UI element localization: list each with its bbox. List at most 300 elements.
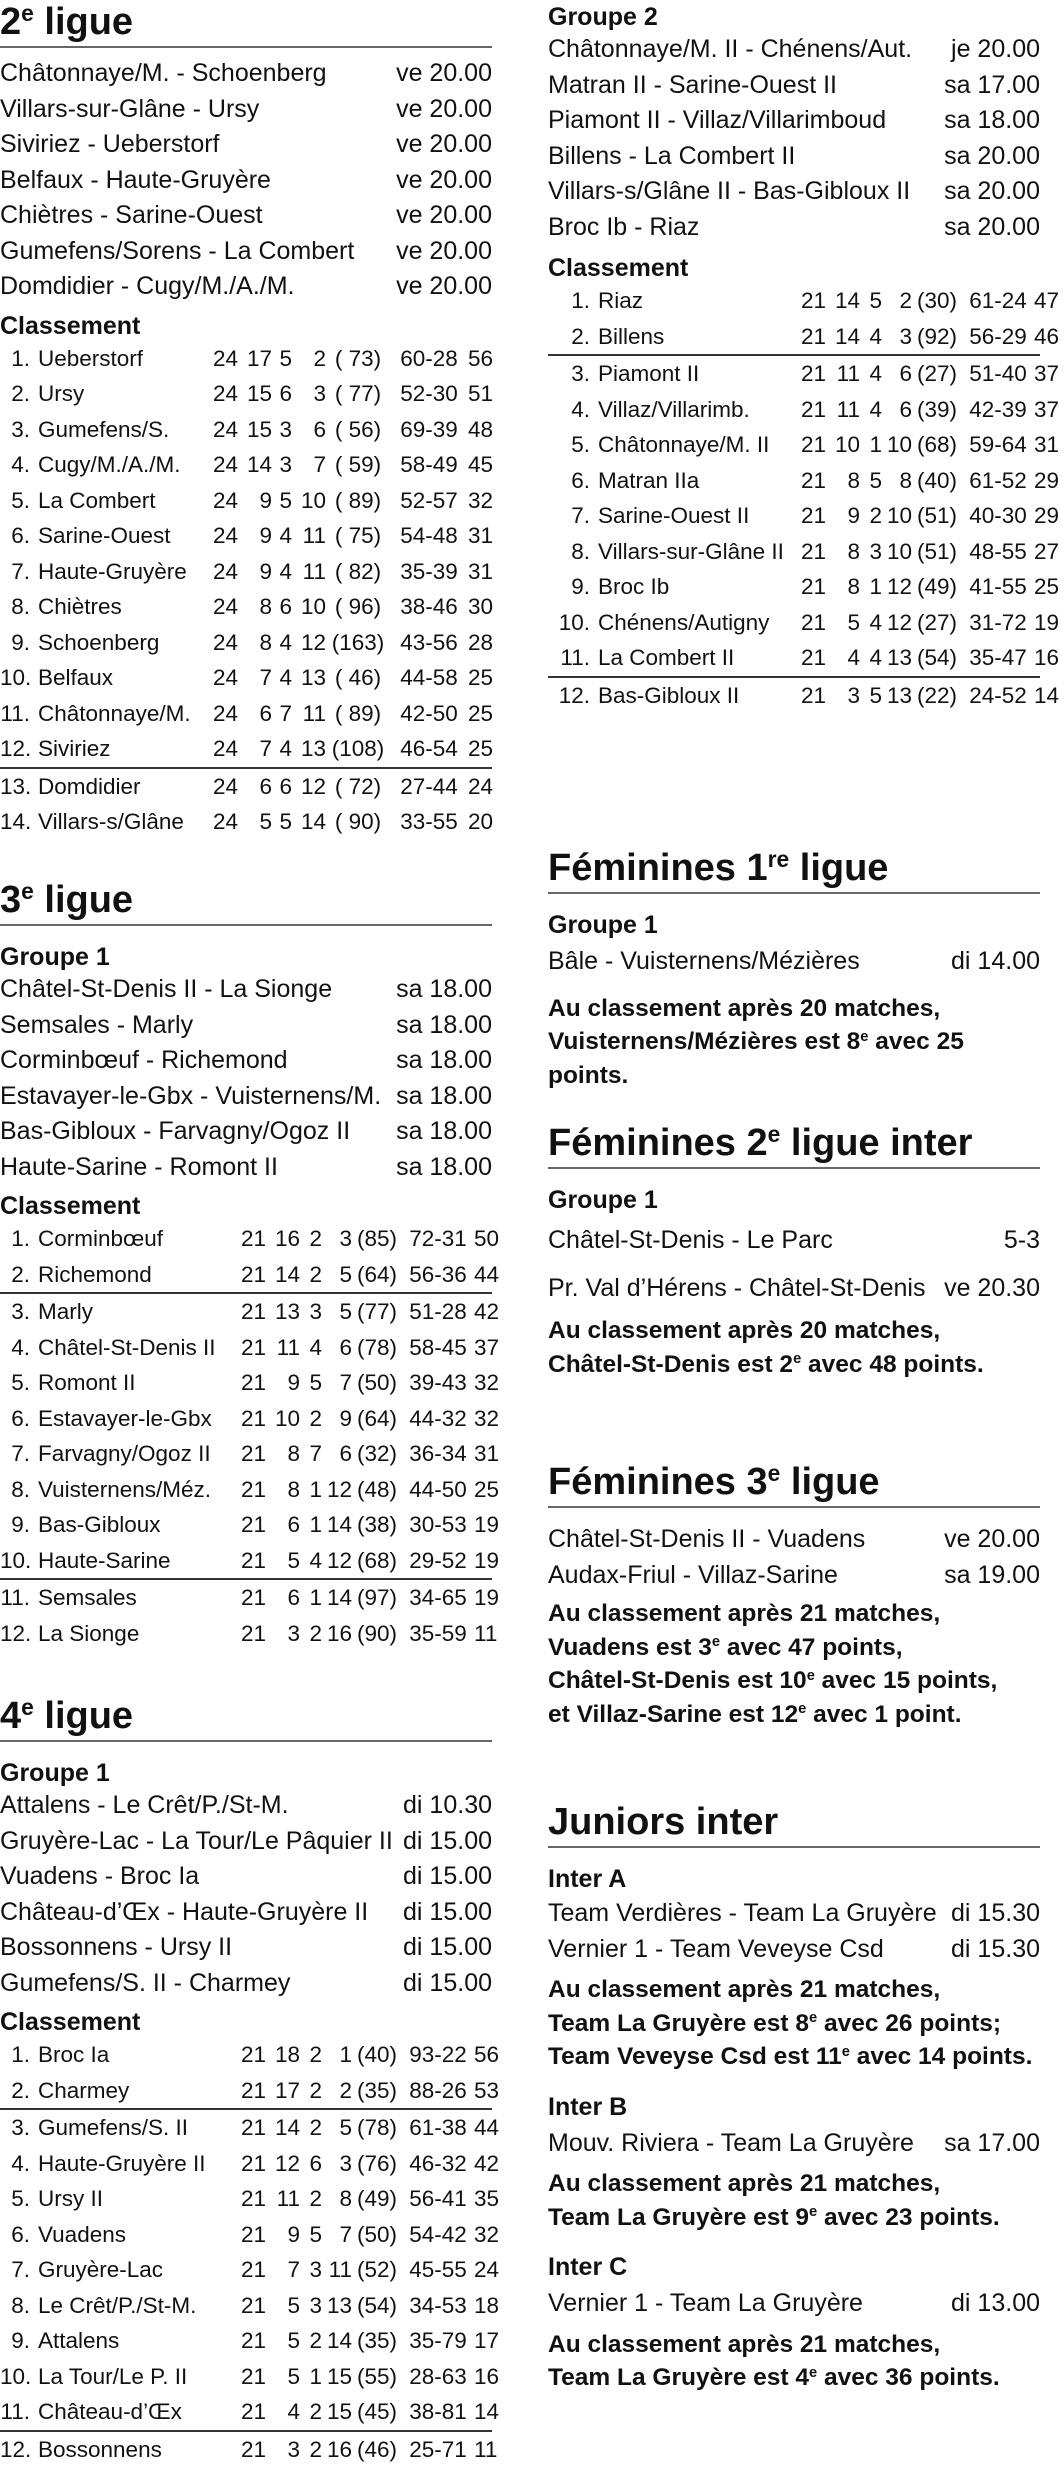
match-list [0,56,492,305]
cell-team: Bas-Gibloux II [598,682,740,708]
cell-j: 21 [800,538,826,564]
group-label: Groupe 1 [0,943,110,971]
cell-v: 5 [287,2328,300,2353]
match-teams: Bas-Gibloux - Farvagny/Ogoz II [0,1117,351,1145]
match-line [548,174,1040,210]
match-line [0,972,492,1008]
cell-v: 7 [287,2257,300,2282]
match-time: di 15.30 [951,1934,1040,1963]
match-teams: Bossonnens - Ursy II [0,1933,233,1961]
match-time: di 15.00 [403,1968,492,1997]
cell-n: 6 [279,773,292,799]
cell-v: 5 [847,609,860,635]
cell-pen: ( 89) [334,487,382,513]
group-label: Groupe 2 [548,3,658,31]
cell-j: 21 [240,1299,266,1324]
cell-pen: (68) [356,1547,397,1573]
cell-v: 14 [834,288,860,313]
cell-team: Romont II [38,1370,136,1395]
match-time: di 13.00 [951,2289,1040,2317]
cell-j: 24 [212,629,238,655]
cell-goals: 38-46 [400,594,458,619]
cell-team: Villars-s/Glâne [38,809,184,834]
cell-team: Riaz [598,288,644,313]
cell-n: 1 [869,432,882,457]
cell-d: 7 [313,452,326,477]
table-row [0,2394,500,2432]
cell-d: 10 [886,503,912,528]
cell-d: 3 [313,381,326,406]
cell-pos: 8. [571,538,590,564]
cell-pen: ( 96) [334,594,382,619]
table-row [0,660,492,696]
classement-label: Classement [548,254,689,282]
match-list [548,1896,1040,1967]
cell-goals: 25-71 [409,2436,467,2462]
cell-d: 13 [886,682,912,708]
match-time: sa 17.00 [944,70,1040,99]
cell-v: 8 [287,1441,300,1466]
cell-team: Châtonnaye/M. [38,700,191,726]
cell-d: 7 [339,2221,352,2247]
cell-v: 8 [847,538,860,564]
table-row [0,2146,500,2182]
section-juniors-inter [548,1800,1040,2395]
cell-team: Le Crêt/P./St-M. [38,2292,197,2318]
cell-j: 24 [212,452,238,477]
match-teams: Châtonnaye/M. II - Chénens/Aut. [548,35,913,63]
cell-d: 5 [339,2115,352,2140]
cell-n: 4 [309,1334,322,1360]
cell-v: 8 [259,594,272,619]
ranking-table [0,2037,500,2467]
cell-v: 18 [274,2042,300,2067]
section-4e-ligue [0,1694,500,2467]
cell-pen: (51) [916,538,957,564]
cell-pos: 4. [11,452,30,477]
table-row [0,1580,500,1616]
section-title: Féminines 1re ligue [548,846,1040,894]
cell-j: 21 [240,1226,266,1251]
cell-goals: 61-24 [969,288,1027,313]
cell-n: 1 [309,1512,322,1537]
cell-j: 21 [800,609,826,635]
cell-pts: 29 [1034,467,1060,493]
cell-pos: 14. [0,809,32,834]
cell-n: 2 [309,1405,322,1431]
match-line [0,269,492,305]
match-list [548,944,1040,980]
cell-team: Schoenberg [38,629,160,655]
table-row [0,1221,500,1257]
table-row [0,2073,500,2111]
cell-n: 4 [869,396,882,422]
cell-goals: 56-36 [409,1261,467,1287]
cell-pos: 3. [11,2115,30,2140]
table-row [0,2323,500,2359]
cell-v: 5 [259,809,272,834]
cell-goals: 58-49 [400,452,458,477]
cell-pen: (49) [916,574,957,599]
match-teams: Villars-s/Glâne II - Bas-Gibloux II [548,177,911,205]
cell-j: 21 [240,2436,266,2462]
cell-pts: 11 [474,1620,498,1646]
cell-pen: (90) [356,1620,397,1646]
cell-v: 11 [836,396,860,422]
cell-pts: 25 [468,700,494,726]
cell-n: 1 [309,1585,322,1610]
cell-pen: ( 72) [334,773,382,799]
cell-n: 1 [869,574,882,599]
match-line [0,1043,492,1079]
table-row [0,2217,500,2253]
cell-pts: 27 [1034,538,1060,564]
cell-pos: 1. [11,345,30,371]
cell-v: 14 [274,2115,300,2140]
table-row [548,569,1060,605]
cell-d: 9 [339,1405,352,1431]
cell-pen: (77) [356,1299,397,1324]
cell-v: 11 [276,2186,300,2211]
cell-n: 4 [279,558,292,584]
match-line [548,2286,1040,2322]
table-row [548,356,1060,392]
cell-team: Ursy [38,381,85,406]
match-teams: Châtel-St-Denis II - Vuadens [548,1525,866,1553]
table-row [548,640,1060,678]
cell-n: 2 [309,2042,322,2067]
table-row [0,1401,500,1437]
cell-d: 15 [326,2399,352,2424]
cell-n: 3 [309,2257,322,2282]
cell-v: 6 [287,1585,300,1610]
cell-pen: (108) [331,736,385,761]
cell-n: 4 [279,629,292,655]
cell-pts: 47 [1034,288,1060,313]
cell-v: 3 [287,2436,300,2462]
cell-v: 8 [259,629,272,655]
cell-d: 14 [300,809,326,834]
cell-goals: 35-79 [409,2328,467,2353]
match-teams: Châtonnaye/M. - Schoenberg [0,59,327,87]
match-line [0,1788,492,1824]
cell-pts: 14 [474,2399,500,2424]
cell-pos: 3. [11,1299,30,1324]
cell-pts: 11 [474,2436,498,2462]
cell-d: 13 [300,665,326,690]
cell-pen: (48) [356,1476,397,1502]
cell-team: Domdidier [38,773,141,799]
cell-pen: (50) [356,2221,397,2247]
cell-j: 21 [240,2186,266,2211]
cell-j: 21 [240,2042,266,2067]
cell-pos: 9. [11,1512,30,1537]
cell-pos: 11. [0,2399,30,2424]
cell-j: 21 [240,2399,266,2424]
cell-pts: 31 [468,523,494,548]
section-groupe-2 [548,0,1060,713]
match-list [548,2286,1040,2322]
match-list [548,2126,1040,2162]
cell-team: Vuisternens/Méz. [38,1476,211,1502]
match-list [0,1788,492,2001]
match-line [0,1930,492,1966]
cell-team: Haute-Gruyère [38,558,187,584]
cell-n: 2 [309,2115,322,2140]
cell-pts: 45 [468,452,494,477]
cell-pts: 29 [1034,503,1060,528]
cell-pos: 1. [11,2042,30,2067]
cell-pen: (163) [331,629,385,655]
cell-team: Broc Ib [598,574,670,599]
table-row [548,463,1060,499]
cell-j: 24 [212,665,238,690]
cell-team: Villars-sur-Glâne II [598,538,784,564]
match-line [0,163,492,199]
cell-v: 9 [287,2221,300,2247]
match-time: sa 20.00 [944,177,1040,205]
table-row [548,534,1060,570]
table-row [0,2037,500,2073]
match-line [548,210,1040,246]
match-teams: Piamont II - Villaz/Villarimboud [548,106,887,134]
classement-label: Classement [0,2008,141,2036]
cell-n: 4 [309,1547,322,1573]
cell-pen: ( 56) [334,416,382,442]
cell-n: 4 [869,609,882,635]
cell-d: 6 [899,396,912,422]
cell-v: 9 [287,1370,300,1395]
cell-d: 14 [326,1512,352,1537]
section-title: Féminines 2e ligue inter [548,1121,1040,1169]
cell-n: 4 [279,736,292,761]
cell-goals: 58-45 [409,1334,467,1360]
cell-team: Haute-Gruyère II [38,2150,206,2176]
cell-team: Semsales [38,1585,137,1610]
cell-pos: 6. [11,1405,30,1431]
cell-pen: (38) [356,1512,397,1537]
match-time: sa 18.00 [396,975,492,1003]
cell-j: 21 [240,2328,266,2353]
cell-goals: 28-63 [409,2363,467,2389]
cell-v: 9 [259,558,272,584]
cell-goals: 44-50 [409,1476,467,1502]
cell-j: 24 [212,700,238,726]
group-label: Groupe 1 [548,1186,658,1214]
cell-v: 8 [847,467,860,493]
cell-pts: 25 [468,736,494,761]
cell-goals: 36-34 [409,1441,467,1466]
cell-j: 24 [212,416,238,442]
cell-d: 2 [899,288,912,313]
cell-team: Marly [38,1299,93,1324]
section-feminines-3e-ligue [548,1460,1040,1731]
table-row [0,1543,500,1581]
cell-pen: (97) [356,1585,397,1610]
table-row [0,341,492,377]
cell-pen: (49) [356,2186,397,2211]
match-line [0,1008,492,1044]
classement-label: Classement [0,1192,141,1220]
cell-pos: 2. [11,2077,30,2103]
match-line [548,2126,1040,2162]
cell-pos: 13. [0,773,32,799]
table-row [0,696,492,732]
classement-label: Classement [0,311,141,340]
cell-goals: 60-28 [400,345,458,371]
cell-pos: 8. [11,594,30,619]
cell-pen: (27) [916,609,957,635]
cell-pts: 19 [474,1547,500,1573]
match-fixture: Pr. Val d’Hérens - Châtel-St-Denis ve 20.30 [548,1273,1040,1302]
cell-pts: 24 [474,2257,500,2282]
cell-n: 5 [309,2221,322,2247]
cell-pen: (35) [356,2328,397,2353]
cell-pos: 2. [11,1261,30,1287]
cell-v: 4 [287,2399,300,2424]
match-teams: Châtel-St-Denis II - La Sionge [0,975,333,1003]
cell-pen: (27) [916,361,957,386]
cell-v: 17 [274,2077,300,2103]
cell-pts: 31 [1034,432,1060,457]
cell-pos: 3. [11,416,30,442]
table-row [0,483,492,519]
match-time: ve 20.00 [396,130,492,158]
cell-n: 2 [309,1620,322,1646]
match-teams: Gumefens/S. II - Charmey [0,1968,291,1997]
cell-team: Château-d’Œx [38,2399,182,2424]
group-label: Groupe 1 [0,1759,110,1787]
cell-d: 8 [899,467,912,493]
table-row [0,2110,500,2146]
match-teams: Villars-sur-Glâne - Ursy [0,94,260,123]
match-time: di 15.00 [403,1897,492,1926]
cell-pts: 17 [474,2328,500,2353]
cell-n: 5 [309,1370,322,1395]
cell-d: 1 [339,2042,352,2067]
cell-pts: 48 [468,416,494,442]
cell-d: 6 [339,1441,352,1466]
cell-j: 21 [240,1441,266,1466]
cell-pts: 32 [474,1405,500,1431]
table-row [0,2432,498,2468]
cell-team: Gumefens/S. [38,416,170,442]
match-teams: Estavayer-le-Gbx - Vuisternens/M. [0,1081,382,1110]
cell-goals: 34-65 [409,1585,467,1610]
cell-pos: 6. [11,523,30,548]
cell-team: La Tour/Le P. II [38,2363,188,2389]
cell-d: 7 [339,1370,352,1395]
cell-pos: 6. [571,467,590,493]
cell-v: 8 [287,1476,300,1502]
cell-goals: 46-54 [400,736,458,761]
cell-goals: 61-52 [969,467,1027,493]
cell-d: 13 [326,2292,352,2318]
match-line [0,1079,492,1115]
cell-pos: 12. [0,2436,32,2462]
table-row [0,447,492,483]
cell-j: 24 [212,487,238,513]
cell-n: 1 [309,2363,322,2389]
cell-pts: 42 [474,2150,500,2176]
ranking-table [0,1221,500,1651]
match-time: je 20.00 [951,35,1040,63]
cell-n: 5 [279,487,292,513]
cell-n: 4 [279,665,292,690]
table-row [0,1436,500,1472]
match-time: di 15.00 [403,1862,492,1890]
cell-team: Sarine-Ouest [38,523,171,548]
cell-j: 21 [240,2363,266,2389]
cell-d: 5 [339,1261,352,1287]
match-teams: Team Verdières - Team La Gruyère [548,1899,937,1927]
match-time: sa 20.00 [944,141,1040,170]
cell-goals: 46-32 [409,2150,467,2176]
match-line [548,1896,1040,1932]
cell-pts: 19 [474,1585,500,1610]
match-line [548,944,1040,980]
cell-n: 5 [869,467,882,493]
group-label: Inter A [548,1865,627,1893]
cell-n: 2 [309,2328,322,2353]
cell-pos: 12. [0,736,32,761]
cell-n: 2 [869,503,882,528]
match-teams: Vernier 1 - Team Veveyse Csd [548,1934,884,1963]
cell-pos: 7. [11,2257,30,2282]
cell-d: 3 [339,1226,352,1251]
cell-j: 21 [240,2221,266,2247]
cell-pos: 6. [11,2221,30,2247]
cell-n: 5 [279,809,292,834]
cell-pos: 11. [0,700,30,726]
standing-note: Au classement après 21 matches, Team La Gruyère est 9e avec 23 points. [548,2170,1000,2231]
cell-team: Châtonnaye/M. II [598,432,770,457]
match-time: sa 18.00 [396,1046,492,1074]
cell-goals: 54-48 [400,523,458,548]
cell-d: 10 [300,594,326,619]
match-line [0,92,492,128]
cell-goals: 44-32 [409,1405,467,1431]
cell-pen: ( 77) [334,381,382,406]
table-row [0,1294,500,1330]
cell-pen: (50) [356,1370,397,1395]
cell-goals: 88-26 [409,2077,467,2103]
cell-n: 3 [279,416,292,442]
cell-v: 4 [847,645,860,670]
cell-n: 6 [279,381,292,406]
match-teams: Matran II - Sarine-Ouest II [548,70,837,99]
cell-team: Ueberstorf [38,345,144,371]
table-row [0,589,492,625]
cell-goals: 52-30 [400,381,458,406]
table-row [0,2288,500,2324]
match-time: ve 20.00 [396,165,492,194]
cell-d: 10 [886,432,912,457]
cell-n: 6 [309,2150,322,2176]
cell-d: 10 [886,538,912,564]
cell-pen: (30) [916,288,957,313]
match-teams: Bâle - Vuisternens/Mézières [548,947,860,975]
cell-team: Gumefens/S. II [38,2115,189,2140]
cell-n: 4 [869,323,882,349]
cell-v: 15 [246,381,272,406]
match-teams: Domdidier - Cugy/M./A./M. [0,272,295,300]
table-row [548,427,1060,463]
cell-pos: 5. [571,432,590,457]
cell-pos: 4. [11,1334,30,1360]
match-line [548,32,1040,68]
cell-j: 21 [800,467,826,493]
